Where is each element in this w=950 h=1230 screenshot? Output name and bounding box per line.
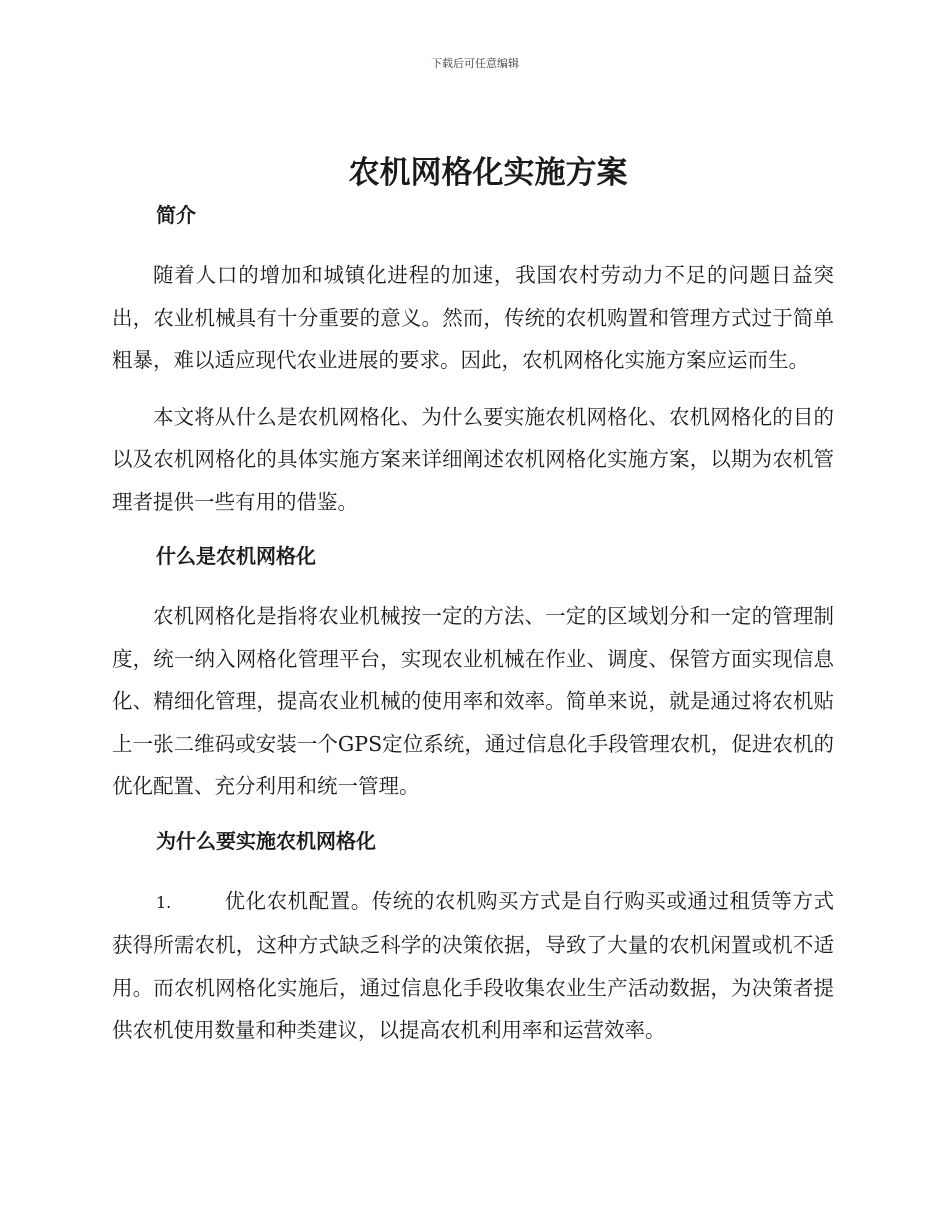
- document-title: 农机网格化实施方案: [348, 155, 628, 191]
- spacer: [112, 523, 834, 541]
- what-paragraph-1: 农机网格化是指将农业机械按一定的方法、一定的区域划分和一定的管理制度，统一纳入网格化管理平台，实现农业机械在作业、调度、保管方面实现信息化、精细化管理，提高农业机械的使用率和效率。简单来说，就是通过将农机贴上一张二维码或安装一个GPS定位系统，通过信息化手段管理农机，促进农机的优化配置、充分利用和统一管理。: [112, 604, 834, 798]
- document-content: [112, 150, 834, 1052]
- section-heading-intro: 简介: [156, 203, 196, 227]
- intro-paragraph-2: 本文将从什么是农机网格化、为什么要实施农机网格化、农机网格化的目的以及农机网格化的具体实施方案来详细阐述农机网格化实施方案，以期为农机管理者提供一些有用的借鉴。: [112, 404, 834, 514]
- spacer: [112, 230, 834, 254]
- section-heading-why: 为什么要实施农机网格化: [156, 828, 376, 853]
- list-item-number: 1.: [156, 892, 172, 912]
- spacer: [112, 856, 834, 880]
- section-heading-what: 什么是农机网格化: [156, 544, 316, 568]
- spacer: [112, 571, 834, 595]
- page-header-note: 下载后可任意编辑: [431, 57, 519, 70]
- list-item-text: 优化农机配置。传统的农机购买方式是自行购买或通过租赁等方式获得所需农机，这种方式缺乏科学的决策依据，导致了大量的农机闲置或机不适用。而农机网格化实施后，通过信息化手段收集农业生产活动数据，为决策者提供农机使用数量和种类建议，以提高农机利用率和运营效率。: [112, 888, 834, 1042]
- spacer: [112, 808, 834, 826]
- intro-paragraph-1: 随着人口的增加和城镇化进程的加速，我国农村劳动力不足的问题日益突出，农业机械具有十分重要的意义。然而，传统的农机购置和管理方式过于简单粗暴，难以适应现代农业进展的要求。因此，农机网格化实施方案应运而生。: [112, 263, 834, 372]
- why-list-item-1: [112, 880, 834, 1052]
- spacer: [112, 382, 834, 396]
